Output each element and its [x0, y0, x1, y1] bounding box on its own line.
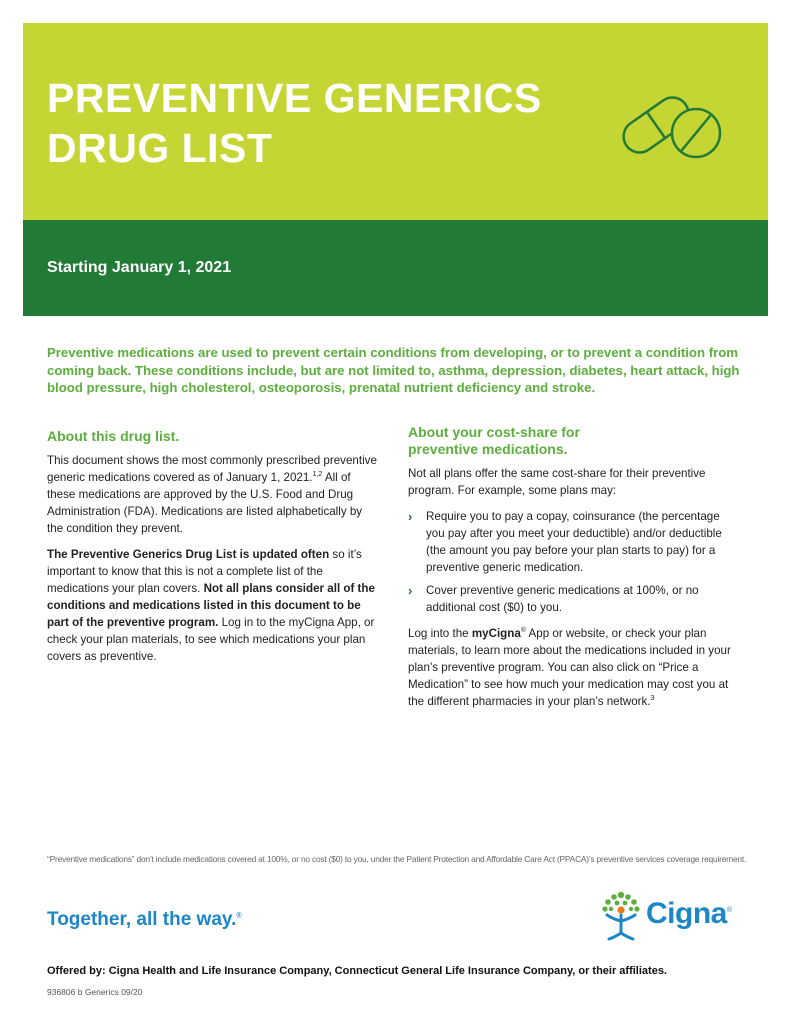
effective-date: Starting January 1, 2021	[47, 259, 232, 276]
registered-mark: ®	[236, 912, 242, 920]
tagline-text: Together, all the way.	[47, 909, 237, 930]
bullet-text: Require you to pay a copay, coinsurance (the percentage you pay after you meet your deductible) and/or deductible (the amount you pay before your plan starts to pay) for a preventive generic medication.	[426, 510, 722, 574]
cost-share-section	[408, 424, 738, 719]
mycigna-brand: myCigna	[471, 627, 521, 640]
date-band	[23, 220, 768, 316]
about-p1-text-b: All of these medications are approved by the U.S. Food and Drug Administration (FDA). Medications are listed alphabetically by the condition they prevent.	[47, 471, 363, 535]
header-banner	[23, 23, 768, 220]
about-drug-list-paragraph-1	[47, 452, 379, 537]
offered-by-statement: Offered by: Cigna Health and Life Insurance Company, Connecticut General Life Insurance Company, or their affiliates.	[47, 965, 667, 977]
footnote: “Preventive medications” don’t include medications covered at 100%, or no cost ($0) to you, under the Patient Protection and Affordable Care Act (PPACA)’s preventive services coverage requirement.	[47, 854, 747, 864]
cost-share-heading-line-1: About your cost-share for	[408, 424, 580, 440]
pill-capsule-icon	[614, 78, 726, 168]
cigna-wordmark	[646, 897, 732, 931]
page-title-line-1: PREVENTIVE GENERICS	[47, 75, 542, 121]
document-code: 936806 b Generics 09/20	[47, 987, 143, 997]
tagline	[47, 909, 242, 931]
footnote-ref-1-2: 1,2	[312, 471, 323, 479]
footnote-ref-3: 3	[650, 695, 655, 703]
about-p2-bold-1: The Preventive Generics Drug List is updated often	[47, 548, 330, 561]
chevron-right-icon: ›	[408, 509, 413, 524]
list-item	[408, 582, 738, 616]
cost-share-heading-line-2: preventive medications.	[408, 441, 568, 457]
cost-share-bullet-list	[408, 508, 738, 616]
about-drug-list-heading: About this drug list.	[47, 428, 180, 444]
about-drug-list-paragraph-2	[47, 546, 379, 665]
cost-share-heading	[408, 424, 738, 458]
registered-mark: ®	[726, 907, 732, 914]
bullet-text: Cover preventive generic medications at 100%, or no additional cost ($0) to you.	[426, 584, 699, 614]
cost-p2-text-a: Log into the	[408, 627, 472, 640]
about-p2-text-1: so it’s important to know that this is not a complete list of the medications your plan covers.	[47, 548, 362, 595]
registered-mark: ®	[520, 627, 526, 635]
cost-share-paragraph-1: Not all plans offer the same cost-share for their preventive program. For example, some plans may:	[408, 467, 706, 497]
cigna-logo	[597, 889, 747, 943]
list-item	[408, 508, 738, 576]
about-drug-list-section	[47, 428, 379, 674]
chevron-right-icon: ›	[408, 583, 413, 598]
page-title-line-2: DRUG LIST	[47, 125, 273, 171]
page-title	[47, 73, 607, 173]
cost-p2-text-b: App or website, or check your plan materials, to learn more about the medications included in your plan’s preventive program. You can also click on “Price a Medication” to see how much your medication may cost you at the different pharmacies in your plan’s network.	[408, 627, 731, 708]
cost-share-paragraph-2	[408, 625, 738, 710]
cigna-tree-of-life-icon	[597, 889, 645, 943]
cigna-wordmark-text: Cigna	[646, 897, 727, 930]
intro-paragraph: Preventive medications are used to prevent certain conditions from developing, or to prevent a condition from coming back. These conditions include, but are not limited to, asthma, depression, diabetes, heart attack, high blood pressure, high cholesterol, osteoporosis, prenatal nutrient deficiency and stroke.	[47, 345, 740, 396]
about-p2-bold-2: Not all plans consider all of the conditions and medications listed in this document to be part of the preventive program.	[47, 582, 375, 629]
about-p2-text-2: Log in to the myCigna App, or check your plan materials, to see which medications your plan covers as preventive.	[47, 616, 375, 663]
about-p1-text-a: This document shows the most commonly prescribed preventive generic medications covered as of January 1, 2021.	[47, 454, 377, 484]
